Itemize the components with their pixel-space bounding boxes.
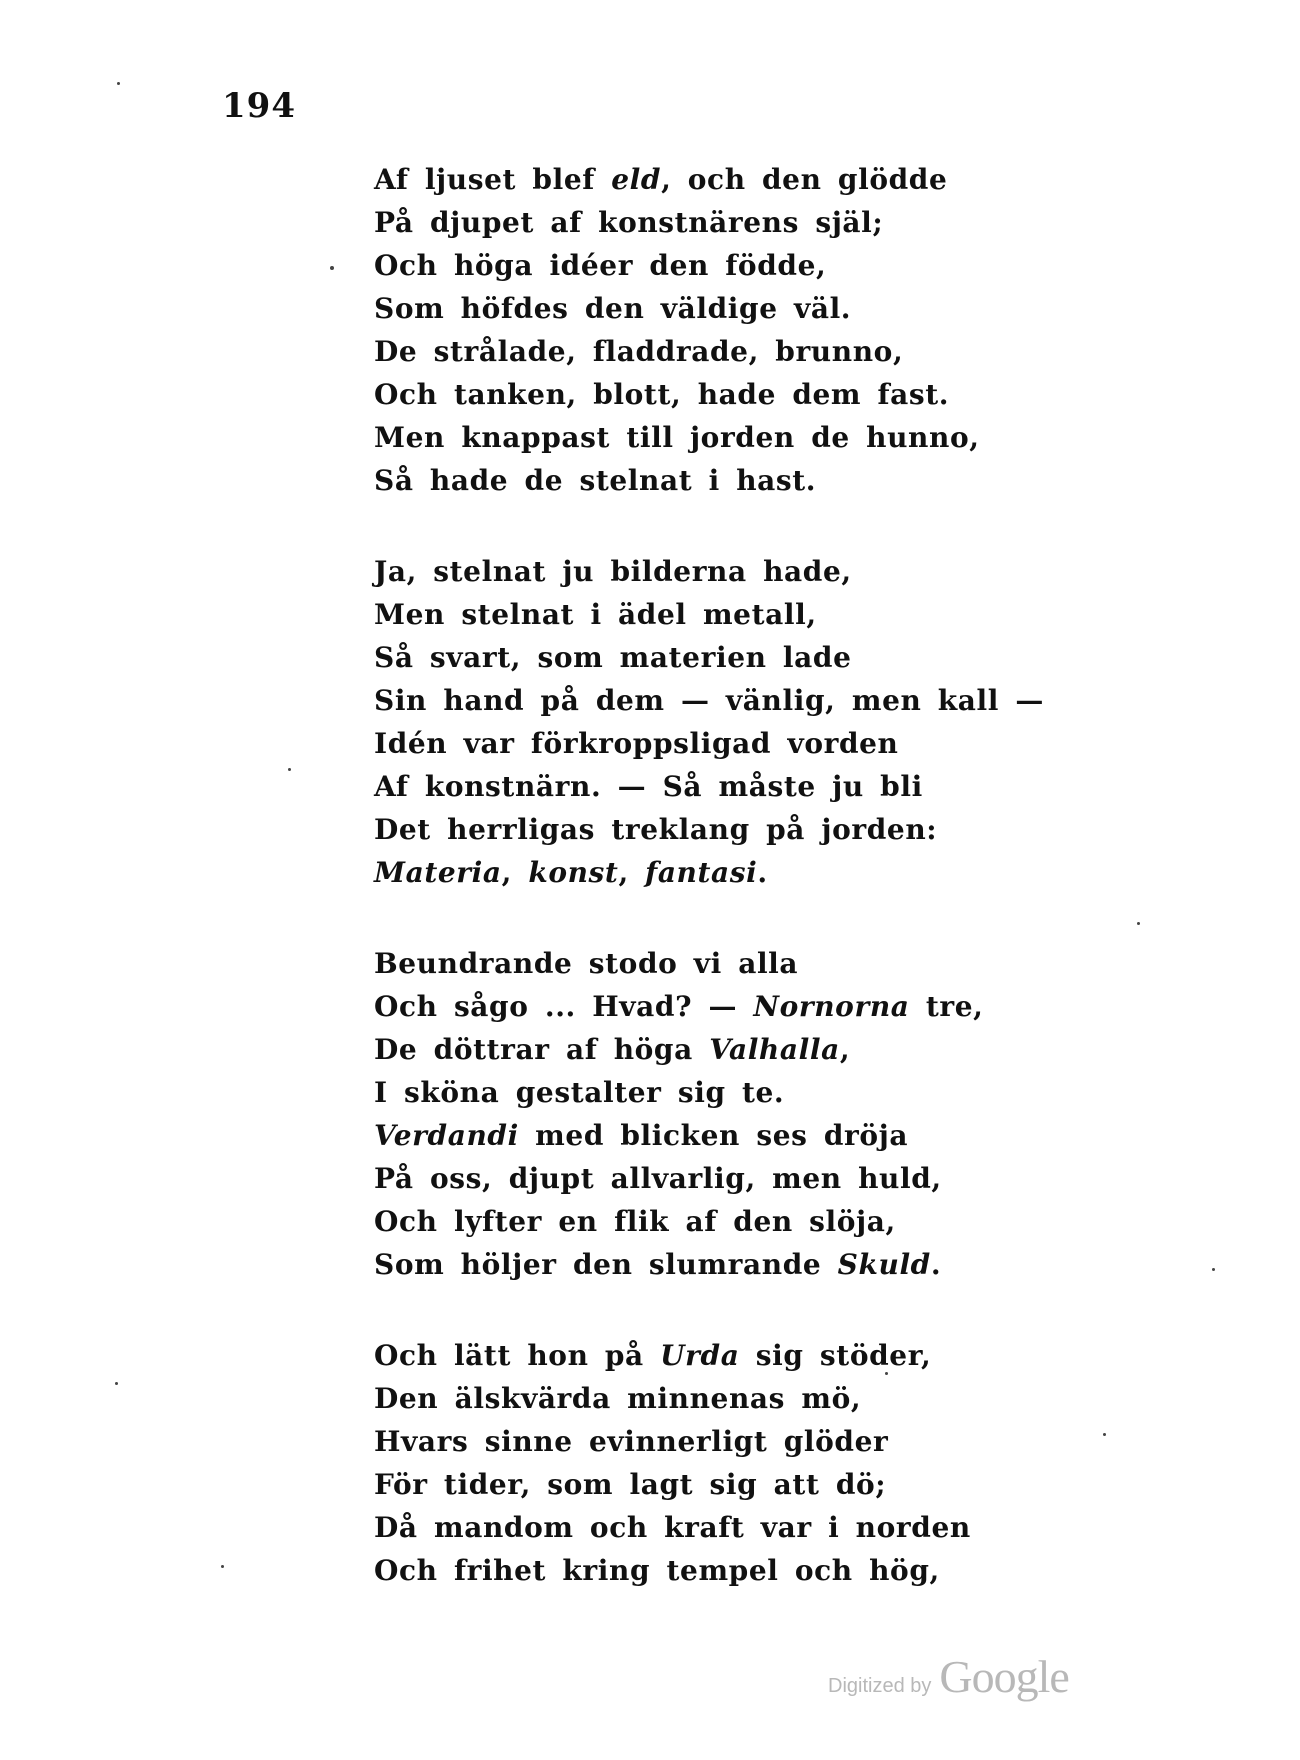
line-text: På djupet af konstnärens själ; bbox=[374, 206, 884, 239]
line-text: Och frihet kring tempel och hög, bbox=[374, 1554, 940, 1587]
stanza bbox=[374, 942, 1044, 1286]
line-text: Af ljuset blef bbox=[374, 163, 612, 196]
italic-text: Nornorna bbox=[753, 990, 910, 1023]
line-text: Ja, stelnat ju bilderna hade, bbox=[374, 555, 852, 588]
line-text: Och höga idéer den födde, bbox=[374, 249, 827, 282]
poem-line bbox=[374, 942, 1044, 985]
line-text: För tider, som lagt sig att dö; bbox=[374, 1468, 887, 1501]
poem-line bbox=[374, 1463, 1044, 1506]
scan-speck bbox=[885, 1372, 888, 1375]
digitized-watermark bbox=[828, 1650, 1069, 1703]
line-text: Idén var förkroppsligad vorden bbox=[374, 727, 899, 760]
poem-line bbox=[374, 201, 1044, 244]
google-logo: Google bbox=[939, 1651, 1069, 1702]
poem-line bbox=[374, 459, 1044, 502]
poem-line bbox=[374, 636, 1044, 679]
line-text: tre, bbox=[909, 990, 984, 1023]
scan-speck bbox=[115, 1382, 118, 1385]
line-text: . bbox=[930, 1248, 942, 1281]
line-text: Som höfdes den väldige väl. bbox=[374, 292, 852, 325]
digitized-by-label: Digitized by bbox=[828, 1675, 932, 1697]
poem-line bbox=[374, 1157, 1044, 1200]
poem-line bbox=[374, 1506, 1044, 1549]
line-text: Sin hand på dem — vänlig, men kall — bbox=[374, 684, 1044, 717]
poem-line bbox=[374, 1200, 1044, 1243]
line-text: , bbox=[501, 856, 529, 889]
poem-line bbox=[374, 330, 1044, 373]
line-text: Hvars sinne evinnerligt glöder bbox=[374, 1425, 889, 1458]
poem-line bbox=[374, 808, 1044, 851]
line-text: Den älskvärda minnenas mö, bbox=[374, 1382, 862, 1415]
stanza bbox=[374, 550, 1044, 894]
poem-line bbox=[374, 985, 1044, 1028]
line-text: Beundrande stodo vi alla bbox=[374, 947, 799, 980]
line-text: De strålade, fladdrade, brunno, bbox=[374, 335, 904, 368]
line-text: Af konstnärn. — Så måste ju bli bbox=[374, 770, 923, 803]
poem-line bbox=[374, 550, 1044, 593]
italic-text: eld bbox=[611, 163, 662, 196]
poem-line bbox=[374, 722, 1044, 765]
scan-speck bbox=[1103, 1433, 1106, 1436]
poem-line bbox=[374, 1377, 1044, 1420]
italic-text: Verdandi bbox=[374, 1119, 519, 1152]
page-number: 194 bbox=[222, 86, 296, 126]
scan-speck bbox=[288, 768, 291, 771]
poem-line bbox=[374, 765, 1044, 808]
poem-line bbox=[374, 851, 1044, 894]
line-text: Och sågo ... Hvad? — bbox=[374, 990, 754, 1023]
stanza bbox=[374, 1334, 1044, 1592]
line-text: De döttrar af höga bbox=[374, 1033, 710, 1066]
line-text: Då mandom och kraft var i norden bbox=[374, 1511, 971, 1544]
line-text: Men stelnat i ädel metall, bbox=[374, 598, 817, 631]
line-text: , och den glödde bbox=[661, 163, 948, 196]
line-text: Så hade de stelnat i hast. bbox=[374, 464, 817, 497]
italic-text: Valhalla bbox=[709, 1033, 840, 1066]
poem-line bbox=[374, 1243, 1044, 1286]
line-text: Och lyfter en flik af den slöja, bbox=[374, 1205, 896, 1238]
poem-line bbox=[374, 1549, 1044, 1592]
line-text: , bbox=[839, 1033, 851, 1066]
scan-speck bbox=[1212, 1268, 1215, 1271]
italic-text: Urda bbox=[660, 1339, 740, 1372]
poem-line bbox=[374, 1420, 1044, 1463]
poem-line bbox=[374, 373, 1044, 416]
poem-line bbox=[374, 679, 1044, 722]
poem-line bbox=[374, 287, 1044, 330]
line-text: Men knappast till jorden de hunno, bbox=[374, 421, 980, 454]
italic-text: fantasi bbox=[645, 856, 758, 889]
poem-line bbox=[374, 1334, 1044, 1377]
line-text: Som höljer den slumrande bbox=[374, 1248, 838, 1281]
poem-line bbox=[374, 244, 1044, 287]
poem-body bbox=[374, 158, 1044, 1640]
line-text: Det herrligas treklang på jorden: bbox=[374, 813, 938, 846]
poem-line bbox=[374, 1114, 1044, 1157]
line-text: . bbox=[757, 856, 768, 889]
line-text: Och lätt hon på bbox=[374, 1339, 661, 1372]
poem-line bbox=[374, 1071, 1044, 1114]
line-text: sig stöder, bbox=[739, 1339, 932, 1372]
stanza bbox=[374, 158, 1044, 502]
poem-line bbox=[374, 593, 1044, 636]
scan-speck bbox=[1137, 922, 1140, 925]
italic-text: Materia bbox=[374, 856, 502, 889]
scan-speck bbox=[330, 266, 334, 270]
line-text: På oss, djupt allvarlig, men huld, bbox=[374, 1162, 942, 1195]
poem-line bbox=[374, 416, 1044, 459]
poem-line bbox=[374, 1028, 1044, 1071]
line-text: med blicken ses dröja bbox=[518, 1119, 909, 1152]
italic-text: konst bbox=[528, 856, 619, 889]
line-text: I sköna gestalter sig te. bbox=[374, 1076, 785, 1109]
line-text: Och tanken, blott, hade dem fast. bbox=[374, 378, 950, 411]
line-text: Så svart, som materien lade bbox=[374, 641, 852, 674]
scan-speck bbox=[221, 1565, 224, 1568]
scan-speck bbox=[117, 82, 120, 85]
line-text: , bbox=[618, 856, 646, 889]
poem-line bbox=[374, 158, 1044, 201]
italic-text: Skuld bbox=[837, 1248, 931, 1281]
